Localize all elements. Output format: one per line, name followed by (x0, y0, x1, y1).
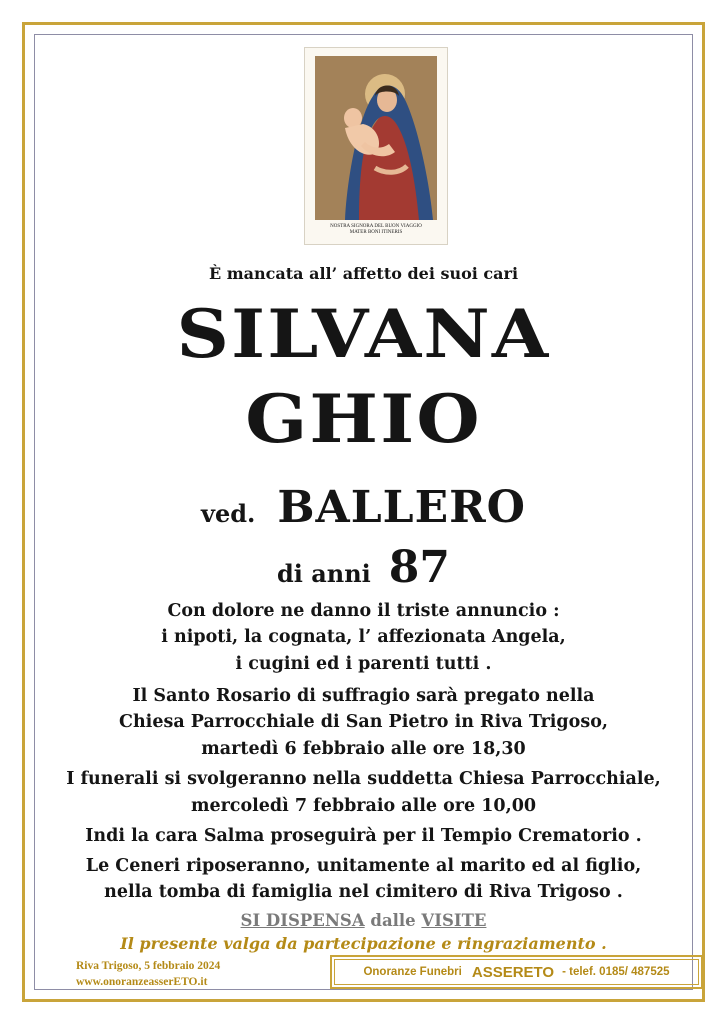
first-name: SILVANA (176, 295, 551, 373)
announce-line: i cugini ed i parenti tutti . (235, 654, 492, 674)
website: www.onoranzeasserETO.it (76, 976, 208, 988)
rosary-line: martedì 6 febbraio alle ore 18,30 (201, 739, 526, 759)
no-visits-part-3: VISITE (421, 911, 487, 930)
holy-card (304, 47, 448, 245)
ashes-line: nella tomba di famiglia nel cimitero di Riva Trigoso . (104, 882, 623, 902)
announce-line: Con dolore ne danno il triste annuncio : (167, 601, 560, 621)
funeral-line: mercoledì 7 febbraio alle ore 10,00 (190, 796, 537, 816)
holy-card-caption-2: MATER BONI ITINERIS (349, 230, 403, 235)
intro-text: È mancata all’ affetto dei suoi cari (208, 264, 519, 283)
no-visits-part-1: SI DISPENSA (240, 911, 365, 930)
footer-left (76, 958, 276, 990)
announce-line: i nipoti, la cognata, l’ affezionata Angela, (161, 627, 566, 647)
company-phone: - telef. 0185/ 487525 (562, 966, 670, 978)
rosary-line: Chiesa Parrocchiale di San Pietro in Riva Trigoso, (119, 712, 608, 732)
holy-card-caption-1: NOSTRA SIGNORA DEL BUON VIAGGIO (330, 224, 422, 229)
age-value: 87 (388, 542, 451, 593)
company-box (330, 955, 703, 989)
married-name: BALLERO (277, 482, 526, 533)
crematorium-line: Indi la cara Salma proseguirà per il Tempio Crematorio . (85, 826, 642, 846)
last-name: GHIO (245, 380, 482, 458)
married-name-row (0, 482, 727, 533)
ved-label: ved. (201, 499, 256, 528)
company-box-inner (334, 959, 699, 985)
madonna-with-child-image (315, 56, 437, 220)
age-row (0, 542, 727, 593)
no-visits-part-2: dalle (370, 911, 416, 930)
funeral-line: I funerali si svolgeranno nella suddetta Chiesa Parrocchiale, (66, 769, 661, 789)
company-name: ASSERETO (471, 963, 555, 981)
company-prefix: Onoranze Funebri (363, 966, 462, 978)
age-label: di anni (276, 559, 371, 588)
ashes-line: Le Ceneri riposeranno, unitamente al marito ed al figlio, (85, 856, 642, 876)
rosary-line: Il Santo Rosario di suffragio sarà pregato nella (132, 686, 595, 706)
thanks-line: Il presente valga da partecipazione e ringraziamento . (120, 934, 607, 953)
place-date: Riva Trigoso, 5 febbraio 2024 (76, 960, 221, 972)
no-visits-notice (0, 911, 727, 930)
